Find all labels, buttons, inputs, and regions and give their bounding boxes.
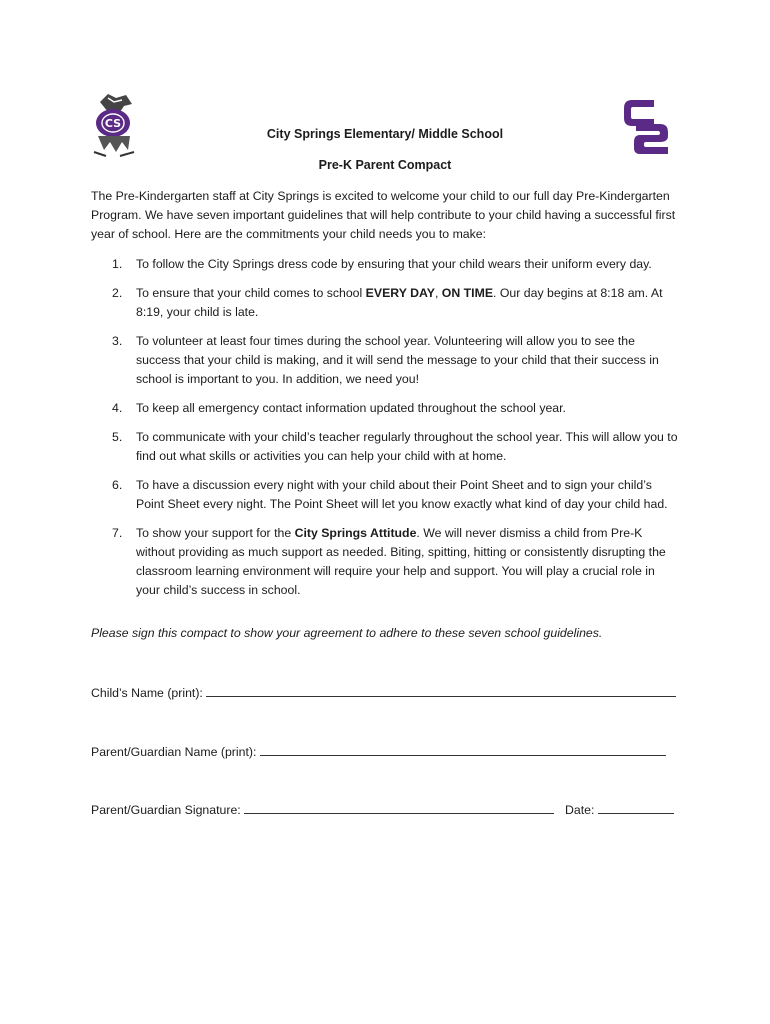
- guideline-item: [91, 332, 681, 389]
- intro-paragraph: The Pre-Kindergarten staff at City Springs is excited to welcome your child to our full day Pre-Kindergarten Program. We have seven important guidelines that will help contribute to your child having a successful first year of school. Here are the commitments your child needs you to make:: [91, 189, 676, 241]
- guideline-item: [91, 476, 681, 514]
- date-label: Date:: [564, 803, 595, 817]
- parent-name-line[interactable]: [260, 743, 666, 756]
- guideline-number: 2.: [112, 286, 123, 300]
- emphasis-on-time: ON TIME: [441, 286, 494, 300]
- guideline-text: To keep all emergency contact information updated throughout the school year.: [136, 401, 566, 415]
- child-name-row: [91, 684, 676, 700]
- guideline-text: To follow the City Springs dress code by ensuring that your child wears their uniform every day.: [136, 257, 652, 271]
- date-line[interactable]: [598, 801, 674, 814]
- guideline-item: [91, 524, 681, 600]
- signature-label: Parent/Guardian Signature:: [91, 803, 241, 817]
- guideline-number: 1.: [112, 257, 123, 271]
- guideline-number: 4.: [112, 401, 123, 415]
- guideline-item: [91, 399, 681, 418]
- guideline-item: [91, 255, 681, 274]
- guideline-text-end: . We will never dismiss a child from Pre-K without providing as much support as needed. Biting, spitting, hitting or consistently disrupting the classroom learning environment will require your help and support. You will play a crucial role in your child’s success in school.: [136, 526, 666, 597]
- guidelines-list: [91, 255, 681, 610]
- guideline-item: [91, 284, 681, 322]
- guideline-text: To have a discussion every night with your child about their Point Sheet and to sign your child’s Point Sheet every night. The Point Sheet will let you know exactly what kind of day your child had.: [136, 478, 668, 511]
- closing-instruction: Please sign this compact to show your agreement to adhere to these seven school guidelines.: [91, 626, 603, 640]
- signature-line[interactable]: [244, 801, 554, 814]
- school-name: City Springs Elementary/ Middle School: [266, 127, 504, 141]
- mascot-monogram: CS: [104, 117, 122, 130]
- cs-monogram-logo: [618, 94, 672, 158]
- signature-row: [91, 801, 674, 817]
- document-title: Pre-K Parent Compact: [318, 158, 452, 172]
- guideline-text: To volunteer at least four times during the school year. Volunteering will allow you to see the success that your child is making, and it will send the message to your child that their success in school is important to you. In addition, we need you!: [136, 334, 659, 386]
- emphasis-city-springs-attitude: City Springs Attitude: [294, 526, 417, 540]
- child-name-line[interactable]: [206, 684, 676, 697]
- mascot-logo: [86, 92, 140, 158]
- guideline-text: To communicate with your child’s teacher regularly throughout the school year. This will allow you to find out what skills or activities you can help your child with at home.: [136, 430, 678, 463]
- child-name-label: Child’s Name (print):: [91, 686, 203, 700]
- guideline-text-end: . Our day begins at 8:18 am. At 8:19, your child is late.: [136, 286, 663, 319]
- guideline-number: 7.: [112, 526, 123, 540]
- guideline-number: 6.: [112, 478, 123, 492]
- guideline-number: 5.: [112, 430, 123, 444]
- parent-name-row: [91, 743, 666, 759]
- parent-name-label: Parent/Guardian Name (print):: [91, 745, 257, 759]
- guideline-separator: ,: [434, 286, 442, 300]
- guideline-text-start: To ensure that your child comes to school: [136, 286, 366, 300]
- emphasis-every-day: EVERY DAY: [365, 286, 435, 300]
- guideline-number: 3.: [112, 334, 123, 348]
- guideline-item: [91, 428, 681, 466]
- guideline-text-start: To show your support for the: [136, 526, 295, 540]
